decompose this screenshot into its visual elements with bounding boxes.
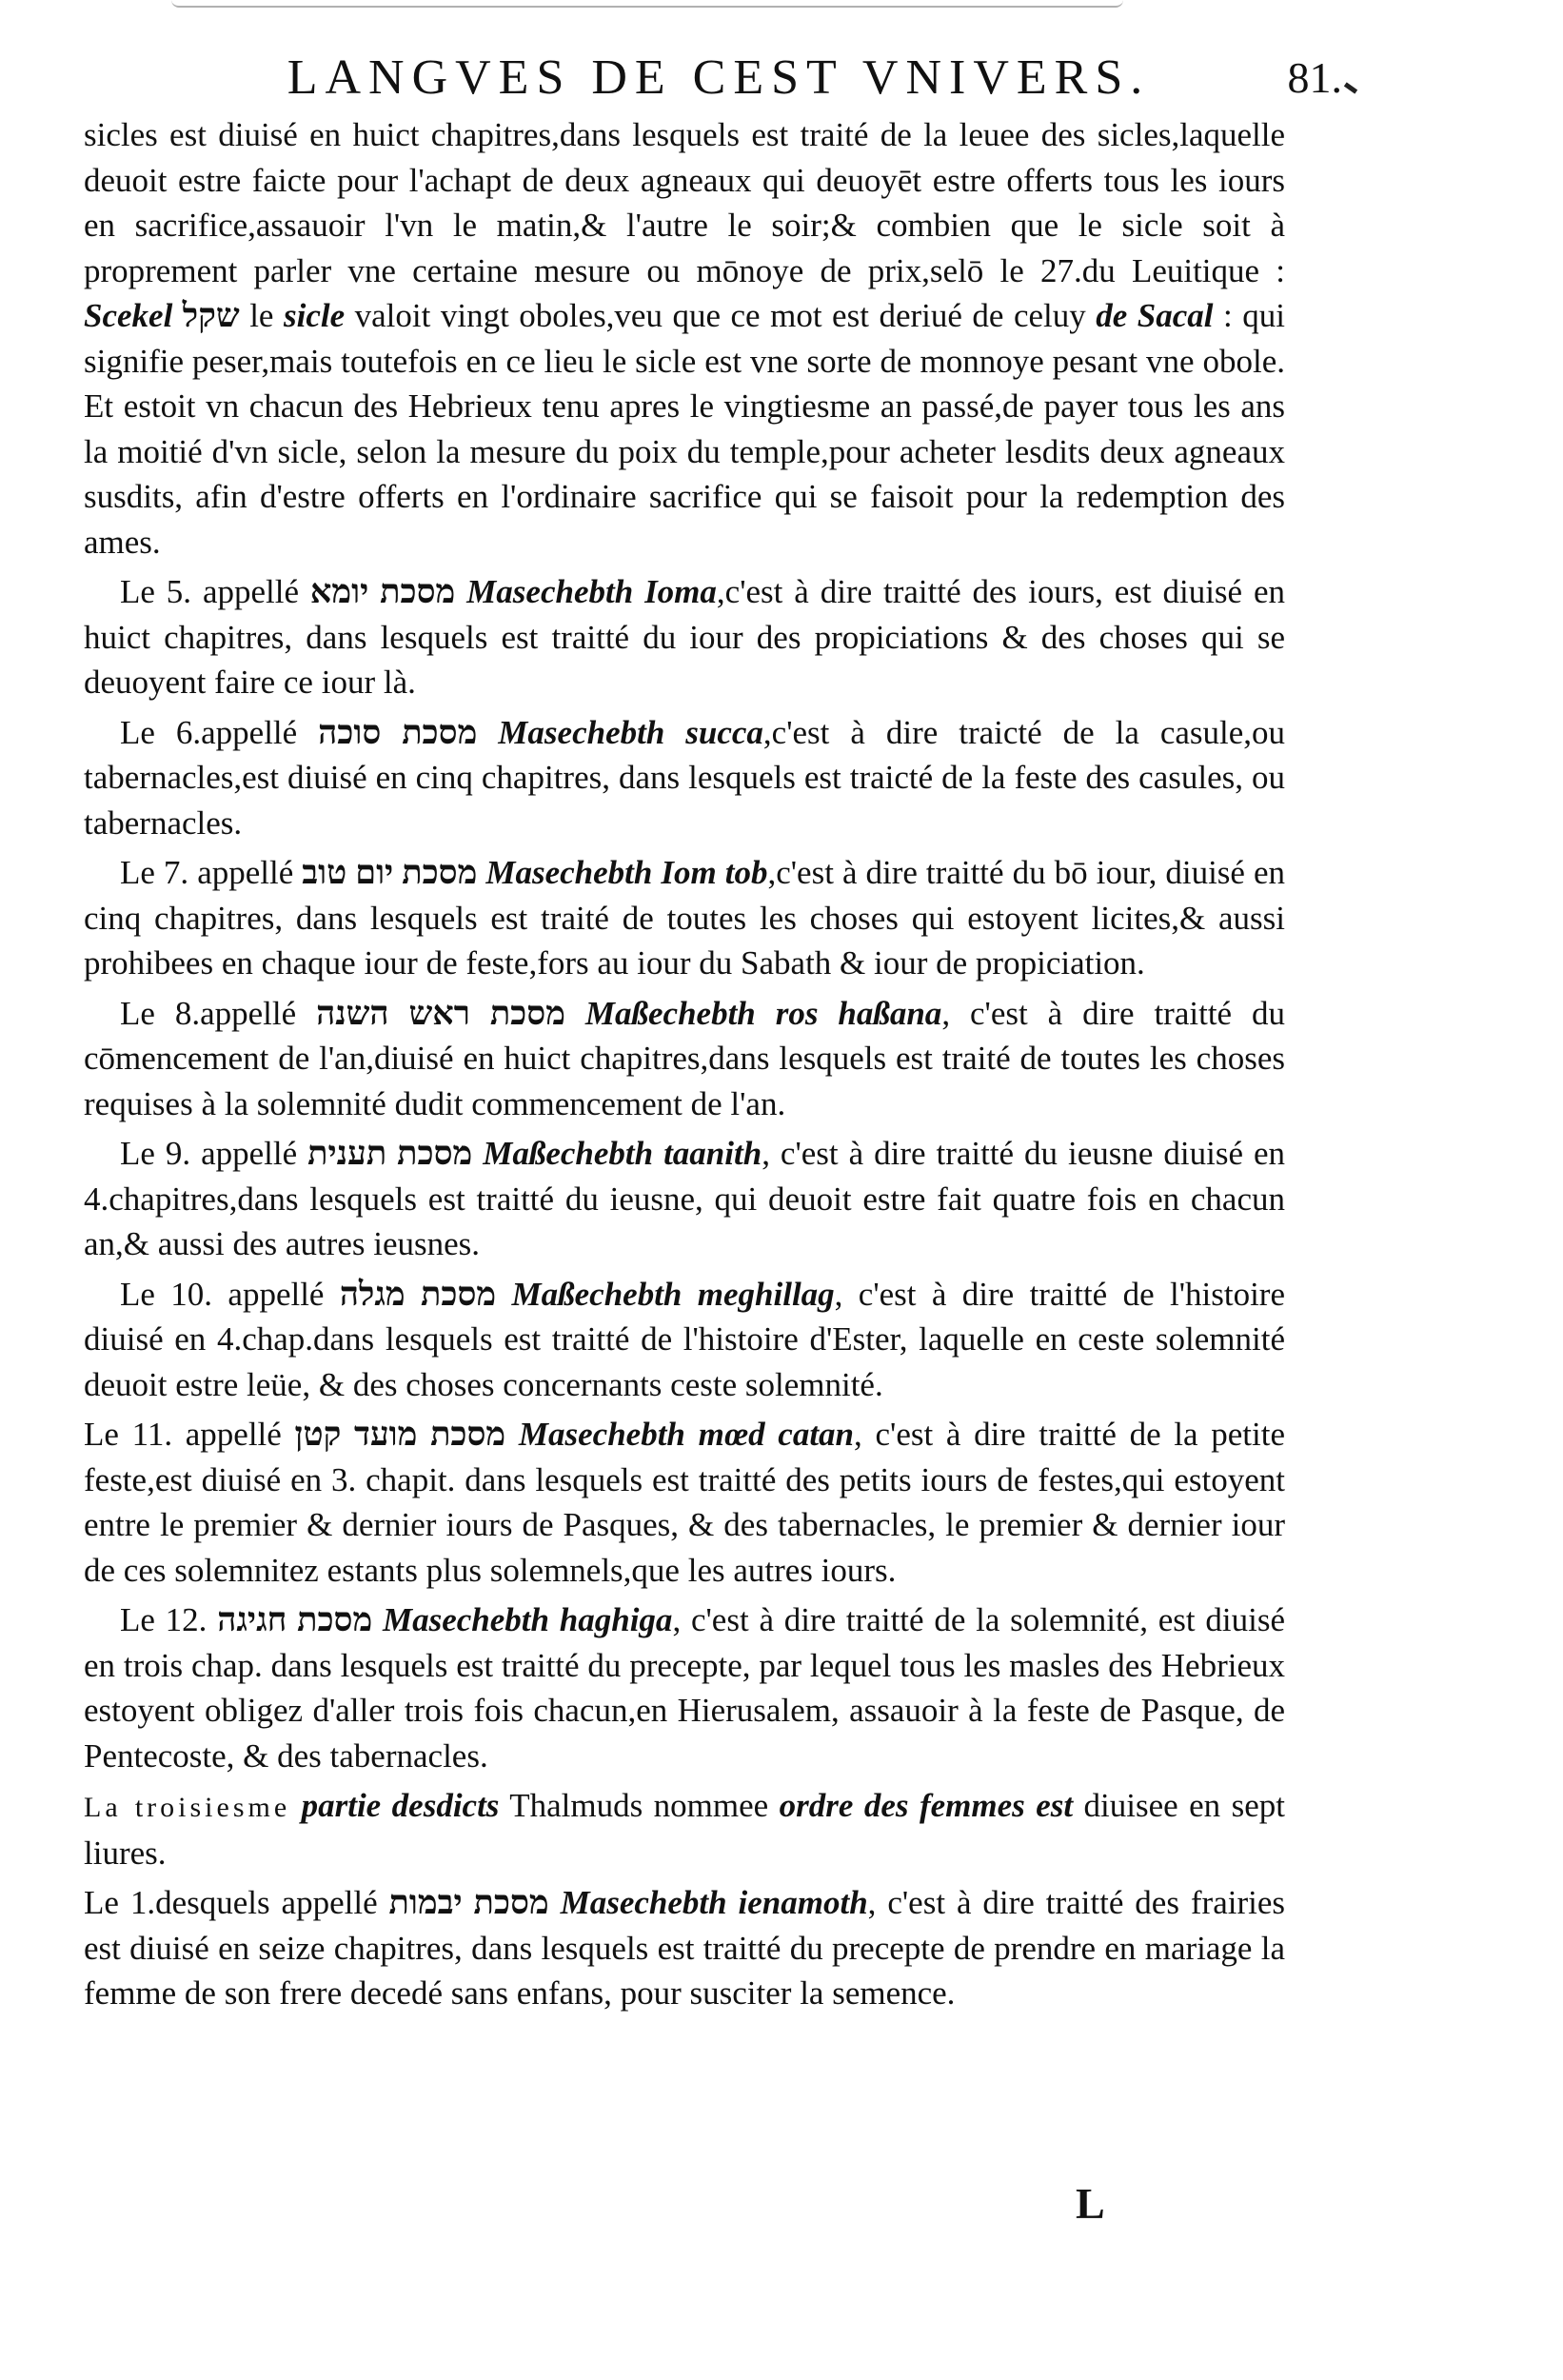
hebrew-run: שקל [172,297,250,334]
text-run: ,c'est à dire traicté de la casule,ou tabernacles,est diuisé en cinq chapitres, dans lesquels est traicté de la feste des casules, ou tabernacles. [84,713,1286,842]
hebrew-run: מסכת סוכה [318,713,478,751]
margin-tick-mark [1344,82,1357,93]
italic-run: Masechebth mœd catan [518,1416,855,1453]
italic-run: Maßechebth taanith [483,1135,762,1172]
italic-run: Scekel [84,297,173,334]
text-run: , c'est à dire traitté du ieusne diuisé en 4.chapitres,dans lesquels est traitté du ieusne, qui deuoit estre fait quatre fois en chacun an,& aussi des autres ieusnes. [84,1135,1286,1262]
text-run: : qui signifie peser,mais toutefois en ce lieu le sicle est vne sorte de monnoye pesant vne obole. Et estoit vn chacun des Hebrieux tenu apres le vingtiesme an passé,de payer tous les ans la moitié d'vn sicle, selon la mesure du poix du temple,pour acheter lesdits deux agneaux susdits, afin d'estre offerts en l'ordinaire sacrifice qui se faisoit pour la redemption des ames. [84,297,1286,561]
text-run: sicles est diuisé en huict chapitres,dans lesquels est traité de la leuee des sicles,laquelle deuoit estre faicte pour l'achapt de deux agneaux qui deuoyēt estre offerts tous les iours en sacrifice,assauoir l'vn le matin,& l'autre le soir;& combien que le sicle soit à proprement parler vne certaine mesure ou mōnoye de prix,selō le 27.du Leuitique : [84,116,1285,289]
text-run: Le 5. appellé [120,573,310,610]
text-run: , c'est à dire traitté des frairies est diuisé en seize chapitres, dans lesquels est traitté du precepte de prendre en mariage la femme de son frere decedé sans enfans, pour susciter la semence. [84,1884,1285,2012]
text-run [455,573,466,610]
text-run: , c'est à dire traitté du cōmencement de l'an,diuisé en huict chapitres,dans lesquels est traité de toutes les choses requises à la solemnité dudit commencement de l'an. [84,994,1286,1122]
running-head: LANGVES DE CEST VNIVERS. [287,50,1151,105]
italic-run: ordre des femmes est [779,1787,1074,1824]
text-run: Le 11. appellé [84,1416,295,1453]
paragraph [84,850,1285,986]
italic-run: partie desdicts [301,1787,500,1824]
signature-mark: L [1076,2179,1105,2228]
hebrew-run: מסכת יבמות [388,1884,549,1921]
page-header [228,40,1342,116]
paragraph [84,569,1285,705]
hebrew-run: מסכת מועד קטן [294,1416,506,1453]
text-run [505,1416,519,1453]
text-run: , c'est à dire traitté de l'histoire diuisé en 4.chap.dans lesquels est traitté de l'histoire d'Ester, laquelle en ceste solemnité deuoit estre leüe, & des choses concernants ceste solemnité. [84,1275,1286,1403]
paragraph [84,1412,1285,1593]
italic-run: Masechebth haghiga [383,1601,673,1638]
hebrew-run: מסכת תענית [307,1135,473,1172]
text-run: Le 6.appellé [120,713,319,751]
italic-run: Masechebth succa [498,713,763,751]
text-run [477,854,485,891]
paragraph [84,1597,1285,1778]
text-run: , c'est à dire traitté de la solemnité, est diuisé en trois chap. dans lesquels est traitté du precepte, par lequel tous les masles des Hebrieux estoyent obligez d'aller trois fois chacun,en Hierusalem, assauoir à la feste de Pasque, de Pentecoste, & des tabernacles. [84,1601,1286,1775]
paragraph [84,710,1285,846]
paragraph [84,1880,1285,2016]
text-run: ,c'est à dire traitté des iours, est diuisé en huict chapitres, dans lesquels est traitté du iour des propiciations & des choses qui se deuoyent faire ce iour là. [84,573,1286,701]
text-run: Thalmuds nommee [499,1787,780,1824]
top-border-arc [171,0,1123,8]
body-text [84,112,1285,2254]
page-number: 81. [1287,53,1342,102]
text-run [496,1276,511,1313]
paragraph [84,1131,1285,1267]
hebrew-run: מסכת ראש השנה [316,994,565,1032]
paragraph [84,991,1285,1127]
text-run [290,1787,301,1824]
italic-run: Masechebth Ioma [466,573,717,610]
text-run [472,1135,483,1172]
hebrew-run: מסכת חגיגה [217,1601,373,1638]
hebrew-run: מסכת מגלה [339,1275,497,1313]
text-run: Le 12. [120,1601,218,1638]
small-caps-run: La troisiesme [84,1792,291,1823]
italic-run: Masechebth ienamoth [560,1884,868,1921]
italic-run: de Sacal [1096,297,1214,334]
paragraph [84,1272,1285,1408]
italic-run: sicle [283,297,346,334]
paragraph [84,112,1285,565]
italic-run: Maßechebth meghillag [511,1275,835,1313]
text-run: diuisee en sept liures. [84,1787,1285,1872]
italic-run: Maßechebth ros haßana [584,994,942,1032]
paragraph [84,1783,1285,1875]
italic-run: Masechebth Iom tob [485,854,768,891]
hebrew-run: מסכת יומא [309,573,456,610]
hebrew-run: מסכת יום טוב [302,854,478,891]
text-run: le [249,297,284,334]
text-run: Le 7. appellé [120,854,303,891]
text-run [372,1601,383,1638]
text-run [565,995,585,1032]
text-run: Le 8.appellé [120,994,317,1032]
text-run: Le 9. appellé [120,1135,308,1172]
text-run: ,c'est à dire traitté du bō iour, diuisé en cinq chapitres, dans lesquels est traité de toutes les choses qui estoyent licites,& aussi prohibees en chaque iour de feste,fors au iour du Sabath & iour de propiciation. [84,854,1285,982]
text-run: , c'est à dire traitté de la petite feste,est diuisé en 3. chapit. dans lesquels est traitté des petits iours de festes,qui estoyent entre le premier & dernier iours de Pasques, & des tabernacles, le premier & dernier iour de ces solemnitez estants plus solemnels,que les autres iours. [84,1416,1286,1589]
text-run: Le 1.desquels appellé [84,1884,389,1921]
text-run: valoit vingt oboles,veu que ce mot est deriué de celuy [345,297,1097,334]
text-run [549,1884,561,1921]
text-run: Le 10. appellé [120,1275,340,1313]
text-run [477,714,498,751]
